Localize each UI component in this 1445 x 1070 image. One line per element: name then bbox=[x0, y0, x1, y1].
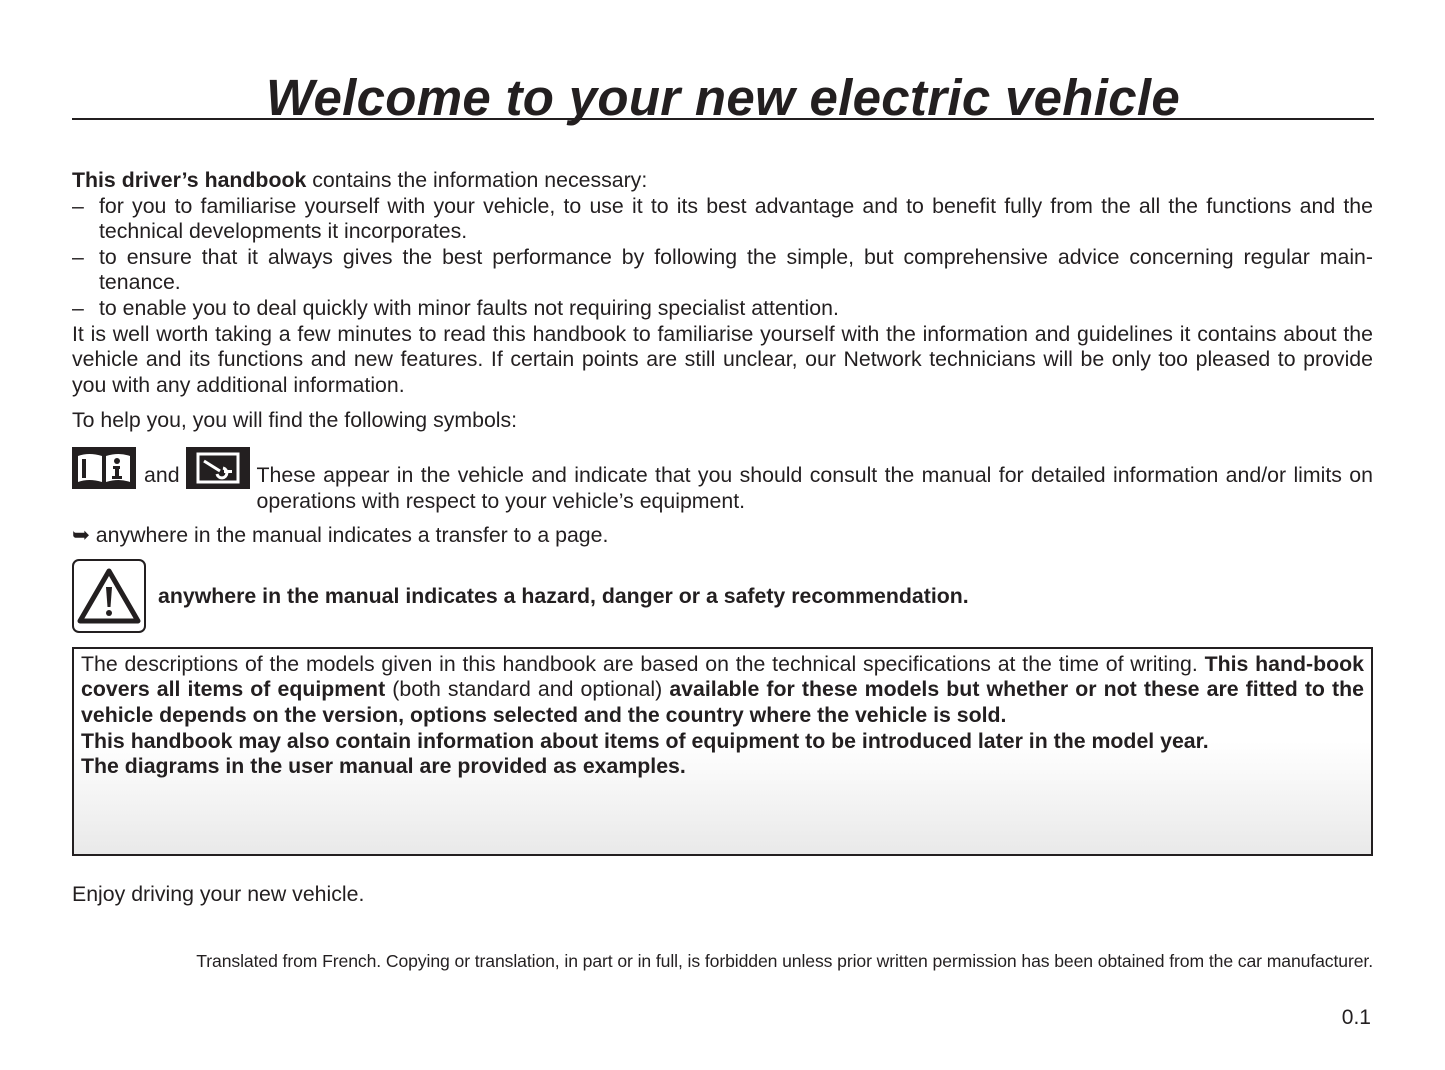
warning-row bbox=[72, 559, 1373, 633]
list-dash: – bbox=[72, 295, 84, 320]
wrench-service-icon bbox=[186, 447, 250, 489]
manual-info-icon bbox=[72, 447, 136, 489]
transfer-note bbox=[72, 523, 1373, 549]
page-number: 0.1 bbox=[1341, 1006, 1371, 1029]
symbols-intro: To help you, you will find the following symbols: bbox=[72, 408, 518, 433]
list-item bbox=[72, 296, 1373, 322]
title-block bbox=[72, 69, 1374, 126]
symbols-row bbox=[72, 447, 1373, 514]
list-dash: – bbox=[72, 244, 84, 269]
notice-paragraph bbox=[81, 652, 1364, 729]
list-item bbox=[72, 245, 1373, 296]
notice-line3 bbox=[81, 754, 1364, 780]
list-item-text: to enable you to deal quickly with minor faults not requiring specialist attention. bbox=[99, 295, 839, 320]
list-item bbox=[72, 194, 1373, 245]
worth-reading-paragraph: It is well worth taking a few minutes to read this handbook to familiarise yourself with the information and guidelines it contains about the vehicle and its functions and new features. If certain points are still unclear, our Network technicians will be only too pleased to provide you with any additional information. bbox=[72, 321, 1373, 397]
enjoy-text: Enjoy driving your new vehicle. bbox=[72, 881, 365, 906]
notice-part2: This hand-book covers all items of equipment bbox=[81, 651, 1365, 702]
notice-line3-text: The diagrams in the user manual are provided as examples. bbox=[81, 754, 686, 779]
transfer-text: anywhere in the manual indicates a transfer to a page. bbox=[95, 523, 609, 548]
arrow-icon: ➥ bbox=[72, 523, 90, 548]
and-label: and bbox=[144, 462, 180, 487]
notice-line2 bbox=[81, 729, 1364, 755]
intro-bold: This driver’s handbook bbox=[72, 168, 307, 192]
notice-box bbox=[72, 647, 1373, 856]
symbols-description: These appear in the vehicle and indicate that you should consult the manual for detailed information and/or limits on operations with respect to your vehicle’s equipment. bbox=[256, 462, 1373, 513]
list-dash: – bbox=[72, 193, 84, 218]
notice-part4: available for these models but whether or not these are fitted to the vehicle depends on the version, options selected and the country where the vehicle is sold. bbox=[81, 677, 1364, 727]
intro-rest: contains the information necessary: bbox=[306, 168, 648, 192]
notice-line2-text: This handbook may also contain information about items of equipment to be introduced later in the model year. bbox=[81, 728, 1209, 753]
notice-part3: (both standard and optional) bbox=[385, 677, 670, 702]
list-item-text: for you to familiarise yourself with your vehicle, to use it to its best advantage and to benefit fully from the all the functions and the technical developments it incorporates. bbox=[99, 193, 1373, 244]
copyright-footer: Translated from French. Copying or translation, in part or in full, is forbidden unless prior written permission has been obtained from the car manufacturer. bbox=[196, 951, 1373, 971]
main-content bbox=[72, 168, 1373, 907]
intro-paragraph bbox=[72, 168, 1373, 194]
warning-text: anywhere in the manual indicates a hazard, danger or a safety recommendation. bbox=[158, 583, 969, 608]
page-title: Welcome to your new electric vehicle bbox=[265, 69, 1181, 126]
list-item-text: to ensure that it always gives the best performance by following the simple, but comprehensive advice concerning regular main-tenance. bbox=[99, 244, 1373, 295]
warning-triangle-icon bbox=[72, 559, 146, 633]
notice-part1: The descriptions of the models given in this handbook are based on the technical specifications at the time of writing. bbox=[81, 651, 1205, 676]
